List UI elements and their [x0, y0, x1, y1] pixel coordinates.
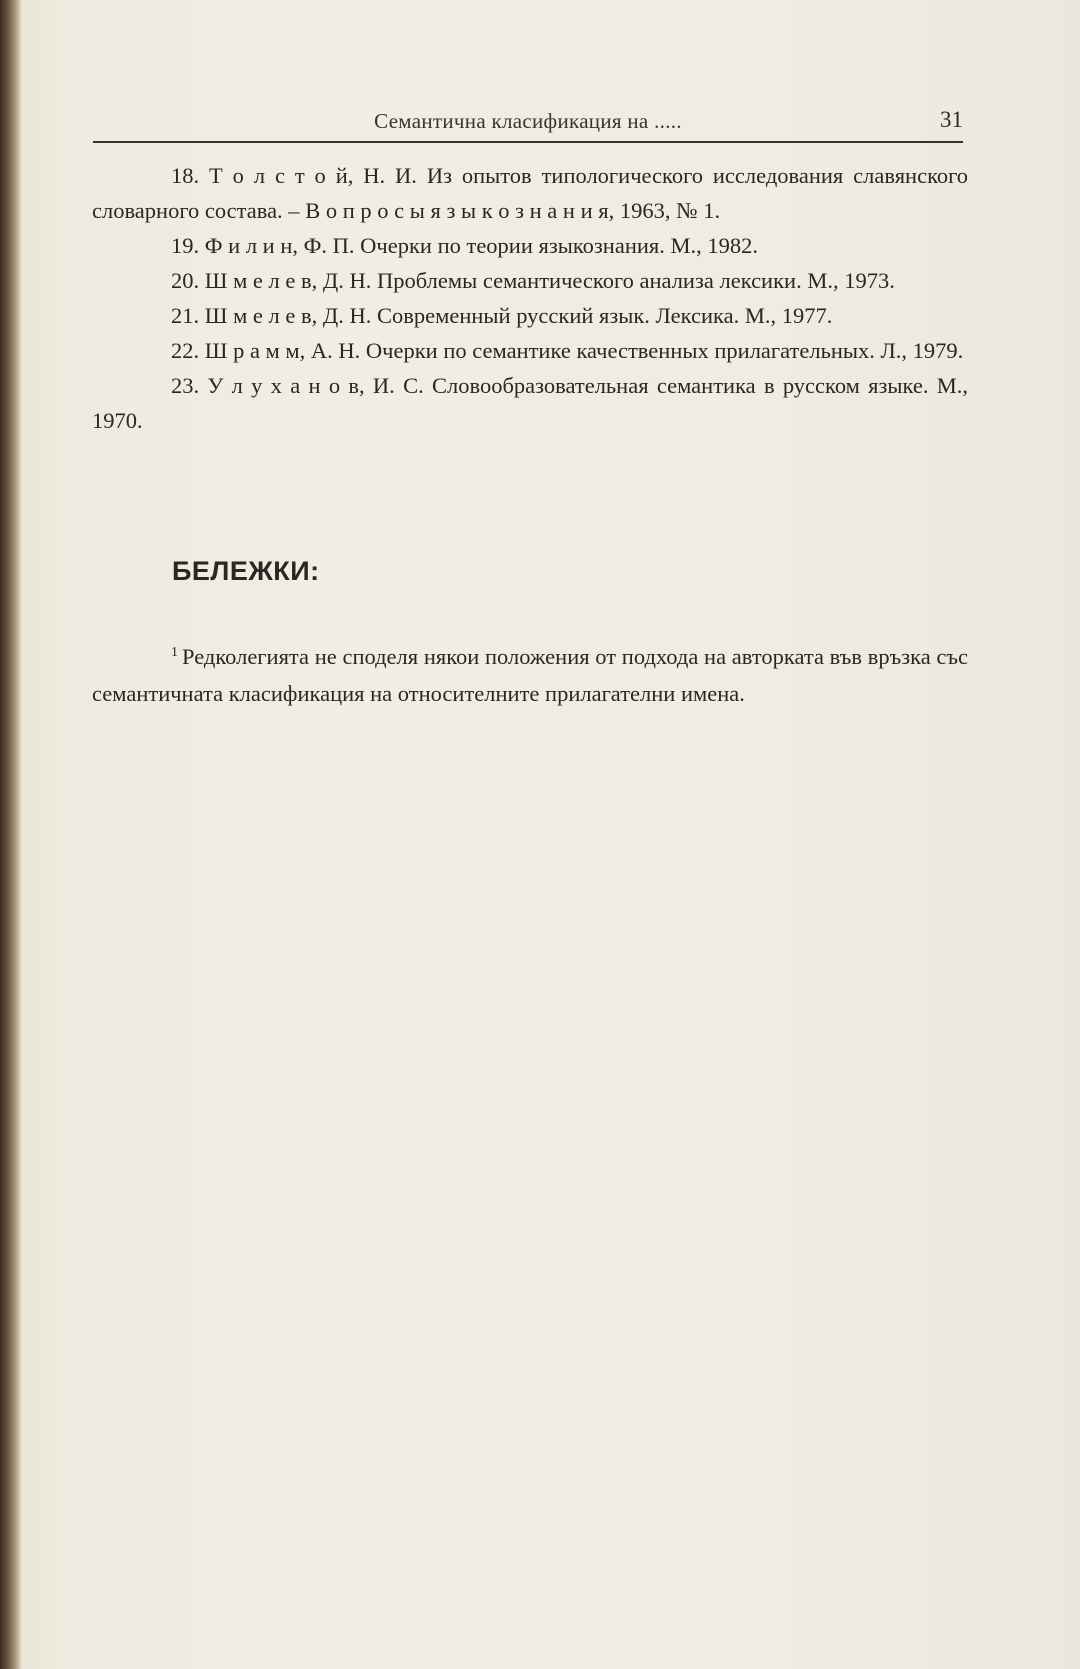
reference-number: 22.: [171, 338, 200, 363]
reference-initials: Н. И.: [363, 163, 417, 188]
reference-text: Очерки по семантике качественных прилагательных. Л., 1979.: [365, 338, 964, 363]
reference-text: Словообразовательная семантика в русском языке. М., 1970.: [92, 373, 969, 433]
reference-tail: 1963, № 1.: [619, 198, 721, 223]
reference-text: Очерки по теории языкознания. М., 1982.: [360, 233, 759, 258]
reference-initials: Ф. П.: [303, 233, 355, 258]
reference-author: Ш м е л е в,: [204, 268, 318, 293]
reference-number: 20.: [171, 268, 200, 293]
reference-author: Ш м е л е в,: [204, 303, 318, 328]
footnote-marker: 1: [171, 645, 178, 660]
reference-item: [92, 263, 968, 298]
reference-initials: И. С.: [372, 373, 424, 398]
reference-journal: В о п р о с ы я з ы к о з н а н и я,: [305, 198, 615, 223]
reference-number: 21.: [171, 303, 200, 328]
reference-author: Ф и л и н,: [204, 233, 299, 258]
reference-number: 18.: [171, 163, 200, 188]
book-spine-shadow: [0, 0, 22, 1669]
reference-author: У л у х а н о в,: [207, 373, 365, 398]
reference-list: [92, 158, 968, 438]
reference-number: 19.: [171, 233, 200, 258]
page-number: 31: [940, 107, 963, 132]
notes-heading: БЕЛЕЖКИ:: [172, 556, 320, 586]
footnote: [92, 634, 968, 712]
reference-item: [92, 298, 968, 333]
reference-text: Проблемы семантического анализа лексики. М., 1973.: [377, 268, 895, 293]
reference-item: [92, 158, 968, 228]
reference-text: Современный русский язык. Лексика. М., 1977.: [377, 303, 833, 328]
reference-item: [92, 368, 968, 438]
footnote-text: Редколегията не споделя някои положения от подхода на авторката във връзка със семантичната класификация на относителните прилагателни имена.: [92, 644, 968, 706]
reference-initials: А. Н.: [310, 338, 361, 363]
reference-author: Т о л с т о й,: [209, 163, 354, 188]
reference-initials: Д. Н.: [322, 268, 372, 293]
reference-text: Из опытов типологического исследования славянского словарного состава. –: [92, 163, 969, 223]
reference-initials: Д. Н.: [322, 303, 372, 328]
reference-item: [92, 228, 968, 263]
running-title: Семантична класификация на .....: [374, 109, 682, 133]
reference-number: 23.: [171, 373, 200, 398]
reference-item: [92, 333, 968, 368]
reference-author: Ш р а м м,: [204, 338, 306, 363]
running-header: [93, 105, 963, 143]
